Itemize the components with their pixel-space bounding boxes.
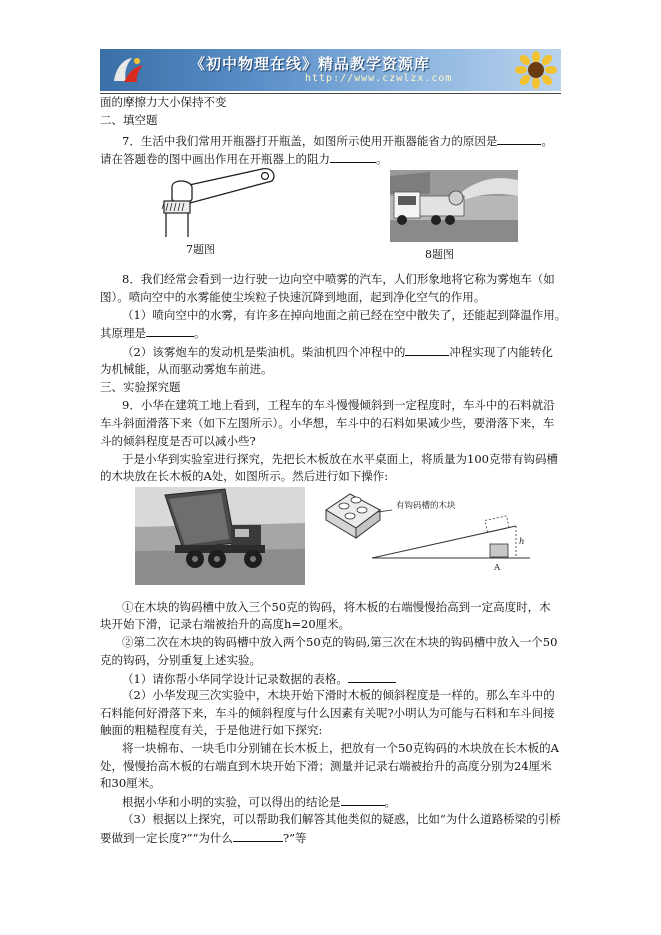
text-line: （2）小华发现三次实验中，木块开始下滑时木板的倾斜程度是一样的。那么车斗中的: [122, 688, 555, 702]
text-line: 9．小华在建筑工地上看到，工程车的车斗慢慢倾斜到一定程度时，车斗中的石料就沿: [122, 398, 555, 412]
text-line: （1）喷向空中的水雾，有许多在掉向地面之前已经在空中散失了，还能起到降温作用。: [122, 308, 567, 322]
text-span: 请在答题卷的图中画出作用在开瓶器上的阻力: [100, 152, 330, 166]
answer-blank: [341, 794, 385, 806]
sunflower-icon: [515, 51, 557, 89]
text-span: 。: [541, 134, 553, 148]
bottle-opener-figure: [150, 165, 280, 240]
text-span: 冲程实现了内能转化: [449, 345, 553, 359]
text-span: （2）该雾炮车的发动机是柴油机。柴油机四个冲程中的: [122, 345, 406, 359]
text-line: 触面的粗糙程度有关，于是他进行如下探究:: [100, 723, 323, 737]
text-span: 。: [376, 152, 388, 166]
text-span: 。: [384, 795, 396, 809]
header-rule: [100, 93, 561, 94]
question-9-line: [122, 794, 396, 809]
block-label: 有钩码槽的木块: [396, 501, 456, 511]
text-line: 的木块放在长木板的A处，如图所示。然后进行如下操作:: [100, 469, 389, 483]
answer-blank: [233, 830, 283, 842]
section-heading: 三、实验探究题: [100, 380, 181, 394]
question-7-line: [100, 151, 388, 166]
figure-8-caption: 8题图: [425, 248, 454, 261]
answer-blank: [348, 671, 396, 683]
answer-blank: [405, 344, 449, 356]
text-line: 处，慢慢抬高木板的右端直到木块开始下滑；测量并记录右端被抬升的高度分别为24厘米: [100, 759, 552, 773]
point-a-label: A: [494, 563, 501, 573]
text-line: 将一块棉布、一块毛巾分别铺在长木板上，把放有一个50克钩码的木块放在长木板的A: [122, 741, 559, 755]
answer-blank: [497, 133, 541, 145]
logo-icon: [110, 55, 146, 85]
text-line: 和30厘米。: [100, 776, 161, 790]
text-span: 根据小华和小明的实验，可以得出的结论是: [122, 795, 341, 809]
dump-truck-photo: [135, 487, 305, 585]
text-line: 克的钩码，分别重复上述实验。: [100, 653, 261, 667]
section-heading: 二、填空题: [100, 113, 158, 127]
text-line: 块开始下滑，记录右端被抬升的高度h=20厘米。: [100, 617, 351, 631]
text-line: ①在木块的钩码槽中放入三个50克的钩码，将木板的右端慢慢抬高到一定高度时，木: [122, 600, 551, 614]
text-span: 。: [194, 326, 206, 340]
text-line: 车斗斜面滑落下来（如下左图所示）。小华想，车斗中的石料如果减少些，要滑落下来，车: [100, 416, 555, 430]
text-line: 为机械能，从而驱动雾炮车前进。: [100, 362, 273, 376]
text-span: 7．生活中我们常用开瓶器打开瓶盖，如图所示使用开瓶器能省力的原因是: [122, 134, 498, 148]
text-line: 于是小华到实验室进行探究，先把长木板放在水平桌面上，将质量为100克带有钩码槽: [122, 452, 558, 466]
text-line: （3）根据以上探究，可以帮助我们解答其他类似的疑惑，比如“为什么道路桥梁的引桥: [122, 812, 561, 826]
banner-url: http://www.czwlzx.com: [305, 73, 453, 84]
header-banner: [100, 49, 561, 91]
question-9-line: [122, 671, 396, 686]
height-h-label: h: [519, 537, 525, 547]
answer-blank: [146, 325, 194, 337]
text-line: 斗的倾斜程度是否可以减小些?: [100, 434, 256, 448]
slotted-block-icon: [326, 494, 380, 538]
text-span: ?”等: [282, 831, 307, 845]
mist-cannon-truck-photo: [390, 170, 518, 242]
text-span: 其原理是: [100, 326, 146, 340]
text-line: 面的摩擦力大小保持不变: [100, 95, 227, 109]
question-8-line: [122, 344, 553, 359]
question-9-line: [100, 830, 306, 845]
text-line: 8．我们经常会看到一边行驶一边向空中喷雾的汽车，人们形象地将它称为雾炮车（如: [122, 272, 555, 286]
text-line: ②第二次在木块的钩码槽中放入两个50克的钩码,第三次在木块的钩码槽中放入一个50: [122, 635, 558, 649]
banner-title: 《初中物理在线》精品教学资源库: [190, 55, 431, 73]
text-span: （1）请你帮小华同学设计记录数据的表格。: [122, 672, 348, 686]
text-line: 图）。喷向空中的水雾能使尘埃粒子快速沉降到地面，起到净化空气的作用。: [100, 290, 486, 304]
text-span: 要做到一定长度?”“为什么: [100, 831, 233, 845]
question-7-line: [122, 133, 553, 148]
question-8-line: [100, 325, 206, 340]
answer-blank: [330, 151, 376, 163]
figure-7-caption: 7题图: [186, 243, 215, 256]
incline-experiment-diagram: [320, 490, 535, 580]
text-line: 石料能何好滑落下来，车斗的倾斜程度与什么因素有关呢?小明认为可能与石料和车斗间接: [100, 706, 555, 720]
